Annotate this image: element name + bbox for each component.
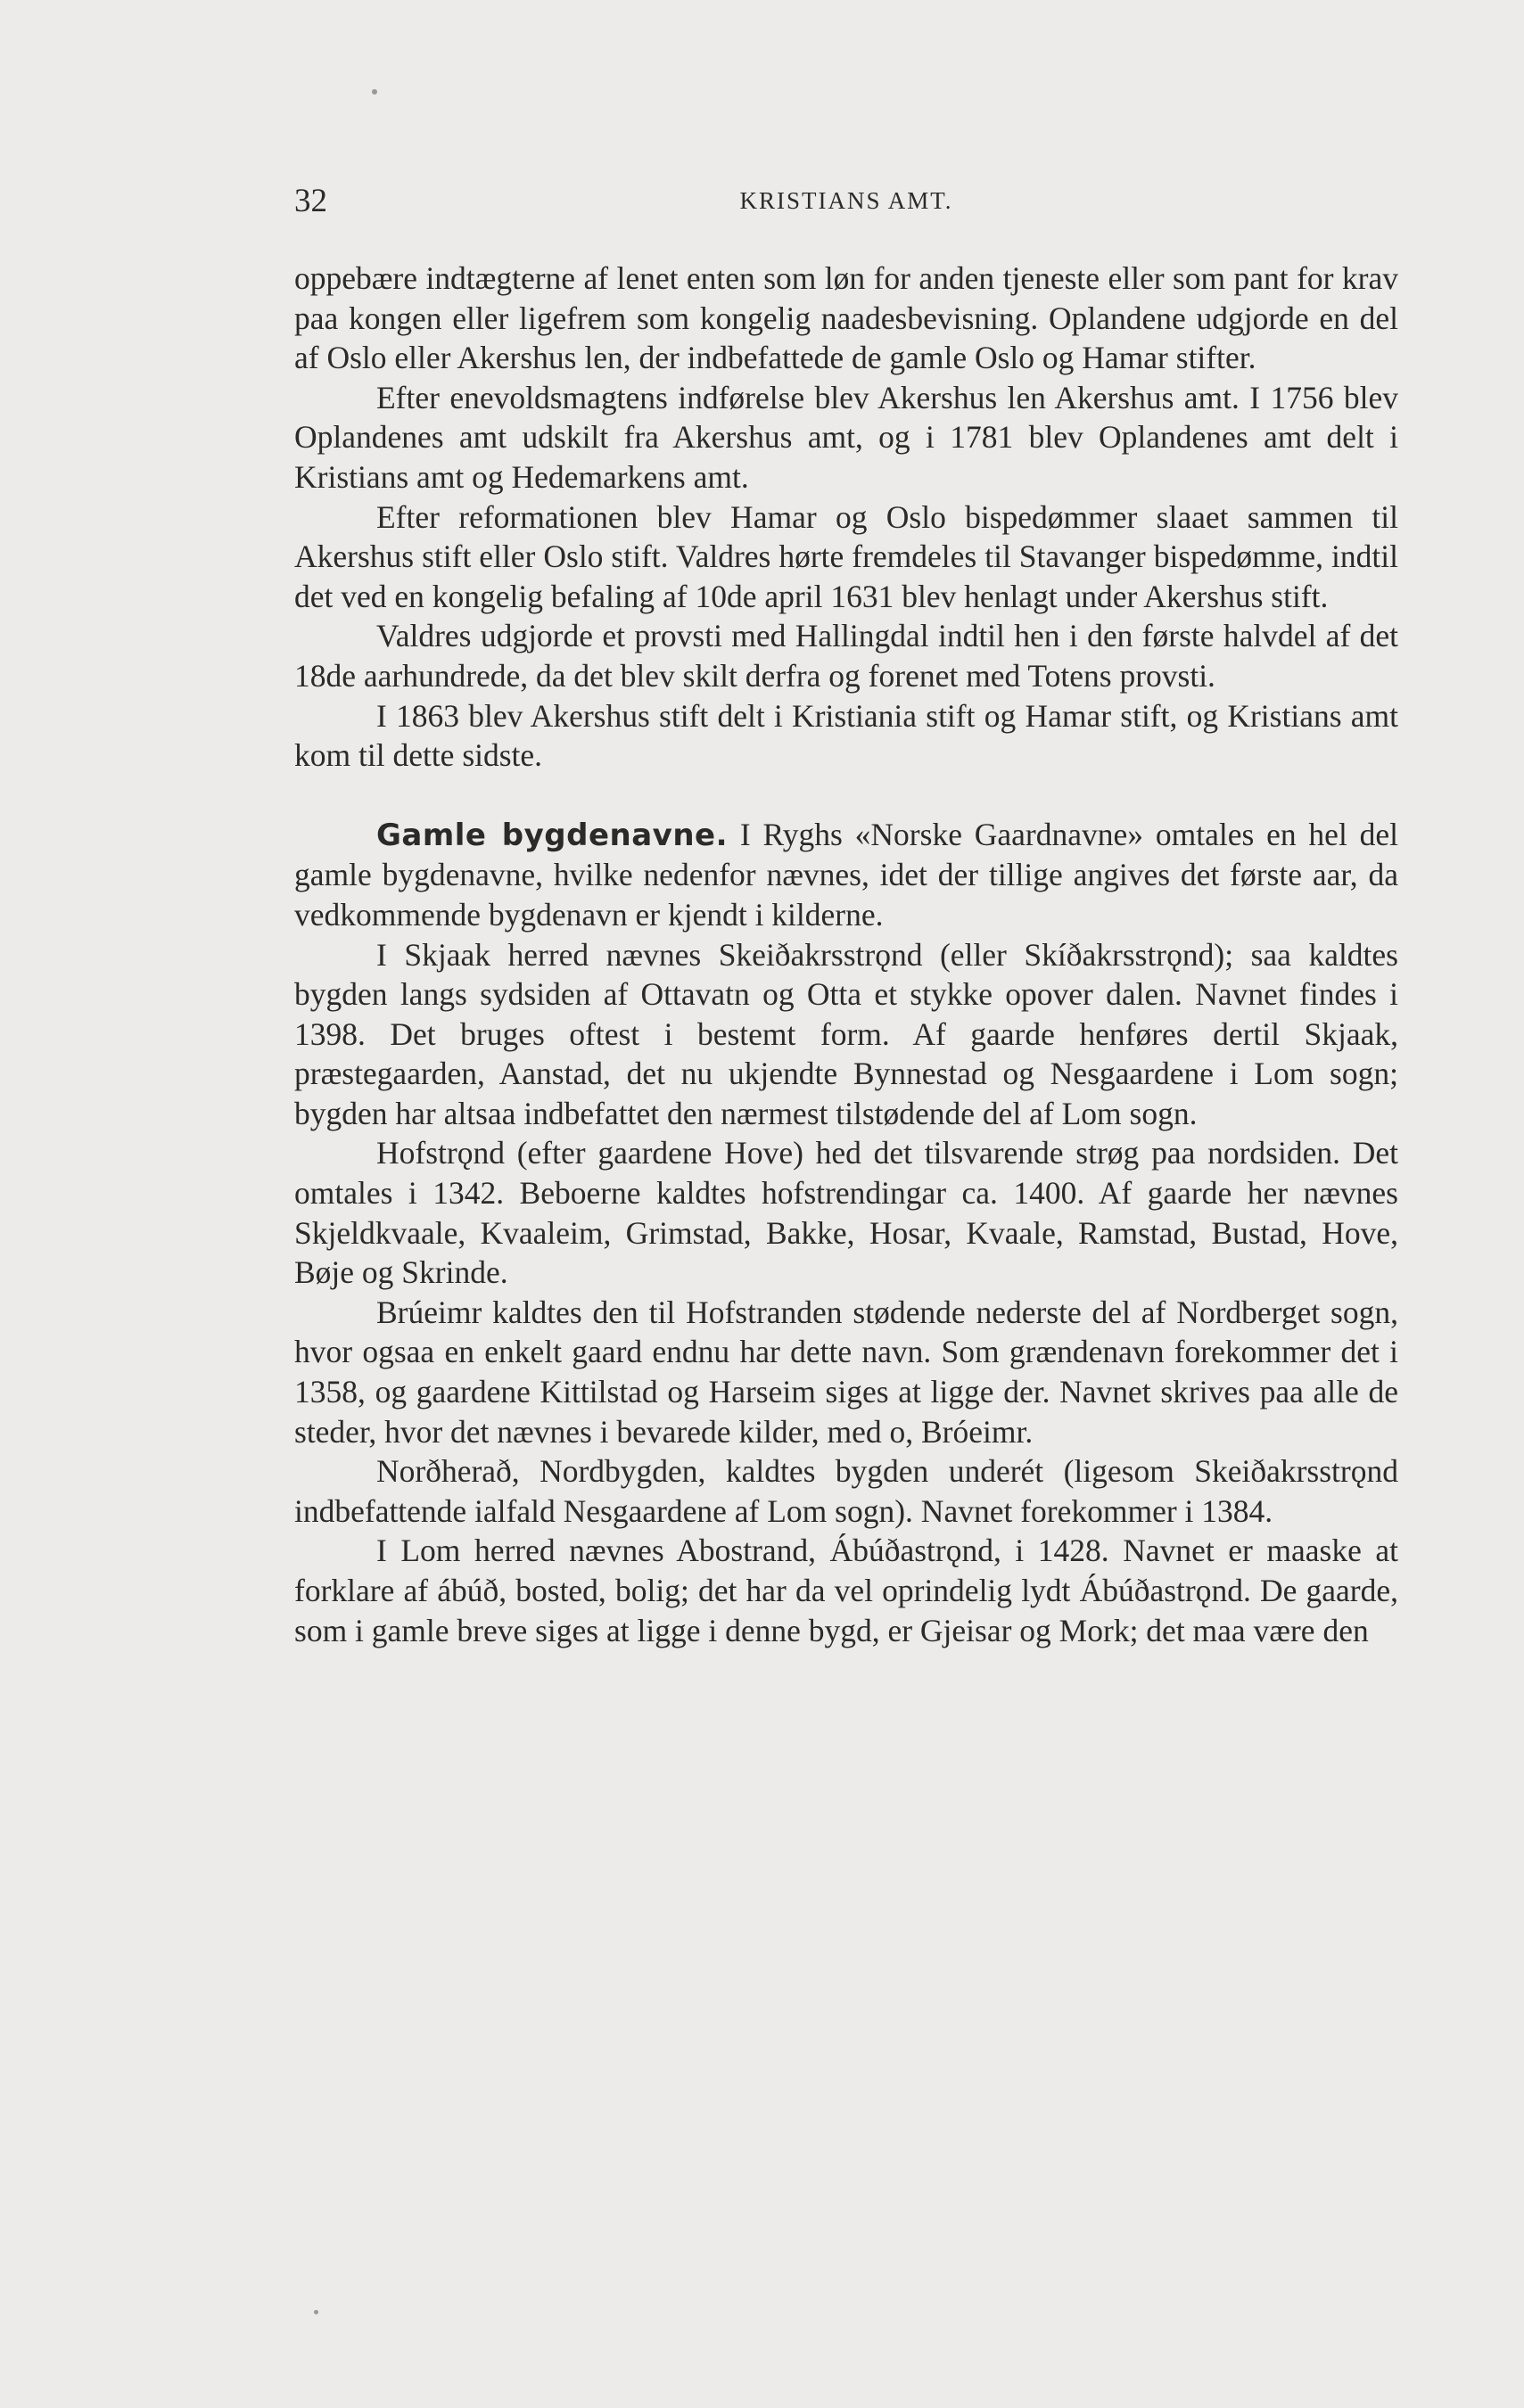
paragraph: Valdres udgjorde et provsti med Hallingdal indtil hen i den første halvdel af det 18de aarhundrede, da det blev skilt derfra og forenet med Totens provsti. bbox=[294, 618, 1398, 694]
body-text bbox=[294, 259, 1398, 1650]
paragraph: Efter enevoldsmagtens indførelse blev Akershus len Akershus amt. I 1756 blev Oplandenes amt udskilt fra Akershus amt, og i 1781 blev Oplandenes amt delt i Kristians amt og Hedemarkens amt. bbox=[294, 379, 1398, 495]
page-number: 32 bbox=[294, 183, 327, 219]
section-heading: Gamle bygdenavne. bbox=[376, 817, 729, 853]
paragraph: I Lom herred nævnes Abostrand, Ábúðastrǫnd, i 1428. Navnet er maaske at forklare af ábúð, bosted, bolig; det har da vel oprindelig lydt Ábúðastrǫnd. De gaarde, som i gamle breve siges at ligge i denne bygd, er Gjeisar og Mork; det maa være den bbox=[294, 1533, 1398, 1648]
paragraph: Norðherað, Nordbygden, kaldtes bygden underét (ligesom Skeiðakrsstrǫnd indbefattende ialfald Nesgaardene af Lom sogn). Navnet forekommer i 1384. bbox=[294, 1453, 1398, 1529]
running-head: KRISTIANS AMT. bbox=[739, 187, 953, 214]
print-speck bbox=[314, 2310, 318, 2314]
section-intro-text: I Ryghs «Norske Gaardnavne» omtales en hel del gamle bygdenavne, hvilke nedenfor nævnes, idet der tillige angives det første aar, da vedkommende bygdenavn er kjendt i kilderne. bbox=[294, 816, 1399, 933]
page-header bbox=[294, 182, 1398, 226]
print-speck bbox=[372, 89, 377, 95]
paragraph: I Skjaak herred nævnes Skeiðakrsstrǫnd (eller Skíðakrsstrǫnd); saa kaldtes bygden langs sydsiden af Ottavatn og Otta et stykke opover dalen. Navnet findes i 1398. Det bruges oftest i bestemt form. Af gaarde henføres dertil Skjaak, præstegaarden, Aanstad, det nu ukjendte Bynnestad og Nesgaardene i Lom sogn; bygden har altsaa indbefattet den nærmest tilstødende del af Lom sogn. bbox=[294, 936, 1398, 1131]
paragraph: Hofstrǫnd (efter gaardene Hove) hed det tilsvarende strøg paa nordsiden. Det omtales i 1342. Beboerne kaldtes hofstrendingar ca. 1400. Af gaarde her nævnes Skjeldkvaale, Kvaaleim, Grimstad, Bakke, Hosar, Kvaale, Ramstad, Bustad, Hove, Bøje og Skrinde. bbox=[294, 1135, 1398, 1291]
section-gap bbox=[294, 776, 1398, 815]
paragraph: oppebære indtægterne af lenet enten som løn for anden tjeneste eller som pant for krav paa kongen eller ligefrem som kongelig naadesbevisning. Oplandene udgjorde en del af Oslo eller Akershus len, der indbefattede de gamle Oslo og Hamar stifter. bbox=[294, 260, 1398, 376]
paragraph: Brúeimr kaldtes den til Hofstranden stødende nederste del af Nordberget sogn, hvor ogsaa en enkelt gaard endnu har dette navn. Som grændenavn forekommer det i 1358, og gaardene Kittilstad og Harseim siges at ligge der. Navnet skrives paa alle de steder, hvor det nævnes i bevarede kilder, med o, Bróeimr. bbox=[294, 1294, 1398, 1450]
section-intro-paragraph bbox=[294, 815, 1398, 935]
paragraph: Efter reformationen blev Hamar og Oslo bispedømmer slaaet sammen til Akershus stift eller Oslo stift. Valdres hørte fremdeles til Stavanger bispedømme, indtil det ved en kongelig befaling af 10de april 1631 blev henlagt under Akershus stift. bbox=[294, 498, 1398, 614]
paragraph: I 1863 blev Akershus stift delt i Kristiania stift og Hamar stift, og Kristians amt kom til dette sidste. bbox=[294, 697, 1398, 774]
